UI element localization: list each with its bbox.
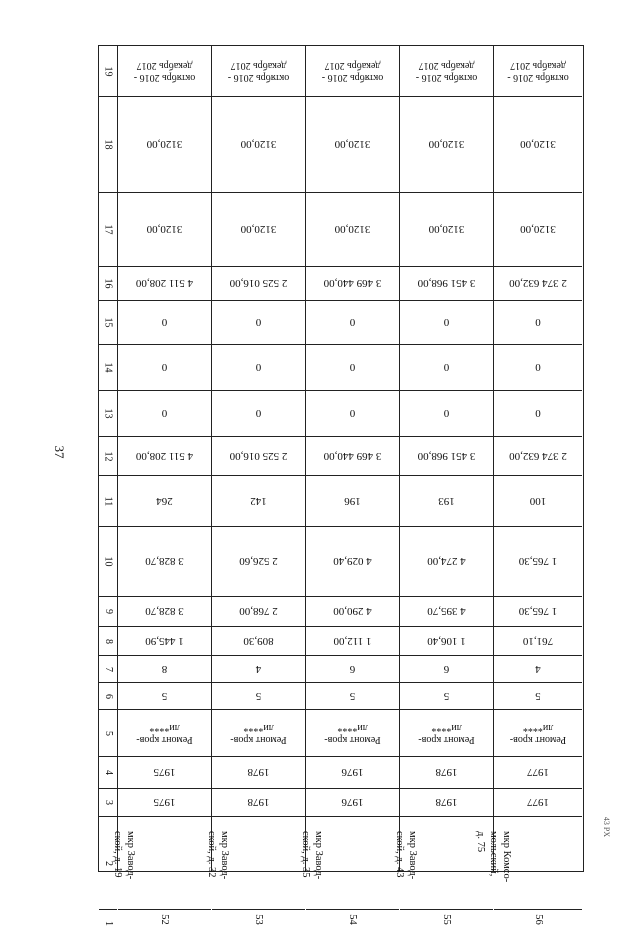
cell-residents: [306, 476, 399, 527]
cell-value: 142: [250, 495, 267, 507]
cell-cost-owners: [494, 267, 582, 301]
cell-value: 1978: [247, 796, 270, 809]
cell-value: 1 106,40: [427, 635, 466, 647]
cell-year-commissioned: [494, 789, 582, 817]
cell-cost-total: [400, 437, 493, 476]
cell-cost-total: [212, 437, 305, 476]
cell-max-unit-cost: [212, 97, 305, 193]
column-number: 6: [102, 693, 114, 699]
cell-value: 6: [443, 663, 450, 675]
cell-value: 2 525 016,00: [229, 277, 288, 290]
cell-cost-fund: [494, 391, 582, 437]
cell-value: Ремонт кров- ли****: [136, 722, 193, 745]
cell-value: 0: [349, 407, 356, 420]
cell-area-living: [400, 527, 493, 597]
cell-value: 1978: [435, 796, 458, 809]
cell-value: 761,10: [522, 635, 554, 647]
cell-cost-owners: [400, 267, 493, 301]
cell-entrances: [400, 656, 493, 683]
footer-mark: 43 PX: [602, 816, 611, 838]
cell-value: мкр Завод- ской, д. 32: [206, 831, 230, 880]
cell-address: [206, 817, 305, 910]
cell-value: [400, 910, 493, 936]
row-number: 54: [347, 914, 358, 925]
column-number-cell: [99, 910, 117, 936]
cell-area-total: [118, 627, 211, 656]
cell-num: [306, 910, 399, 936]
cell-floors: [306, 683, 399, 710]
cell-value: [306, 910, 399, 936]
cell-cost-budget: [306, 345, 399, 391]
cell-value: 3 828,70: [145, 605, 184, 618]
cell-area-living: [212, 527, 305, 597]
cell-floors: [400, 683, 493, 710]
cell-residents: [118, 476, 211, 527]
cell-value: мкр Комсо- мольский, д. 75: [475, 831, 512, 883]
cell-cost-total: [306, 437, 399, 476]
cell-value: Ремонт кров- ли****: [230, 722, 287, 745]
cell-cost-budget: [212, 345, 305, 391]
cell-value: 0: [443, 407, 450, 420]
cell-value: 1977: [527, 766, 549, 779]
cell-cost-local: [118, 301, 211, 345]
cell-value: [118, 910, 211, 936]
cell-value: октябрь 2016 - декабрь 2017: [133, 60, 196, 83]
column-number: 3: [102, 800, 114, 805]
cell-value: 4 395,70: [427, 605, 466, 618]
cell-value: 3 469 440,00: [323, 450, 382, 462]
cell-value: 3120,00: [334, 138, 371, 151]
cell-value: 1975: [153, 796, 176, 809]
column-number-cell: [99, 789, 117, 817]
column-number-cell: [99, 476, 117, 527]
cell-year-commissioned: [212, 789, 305, 817]
cell-area-total: [306, 627, 399, 656]
cell-entrances: [306, 656, 399, 683]
table-record: [475, 46, 582, 925]
cell-value: 3120,00: [240, 223, 277, 236]
cell-value: 3120,00: [428, 138, 465, 151]
cell-cost-budget: [494, 345, 582, 391]
cell-value: 5: [443, 690, 450, 702]
column-number-cell: [99, 527, 117, 597]
cell-cost-local: [494, 301, 582, 345]
header-column: [99, 46, 118, 926]
cell-value: 4 511 208,00: [135, 277, 194, 290]
cell-work-type: [212, 710, 305, 757]
cell-num: [494, 910, 582, 936]
cell-unit-cost: [212, 193, 305, 267]
cell-cost-total: [118, 437, 211, 476]
cell-value: 3120,00: [334, 223, 371, 236]
cell-value: 1978: [435, 766, 458, 779]
cell-unit-cost: [306, 193, 399, 267]
cell-value: Ремонт кров- ли****: [324, 722, 381, 745]
cell-work-type: [400, 710, 493, 757]
cell-value: 8: [161, 663, 168, 675]
cell-value: 4: [535, 663, 541, 675]
cell-value: 193: [438, 495, 455, 507]
cell-cost-local: [400, 301, 493, 345]
cell-work-type: [118, 710, 211, 757]
cell-value: 1975: [153, 766, 176, 779]
cell-value: 3 451 968,00: [417, 277, 476, 290]
cell-area-premises: [400, 597, 493, 627]
column-number-cell: [99, 193, 117, 267]
cell-value: 1 445,90: [145, 635, 184, 647]
cell-area-total: [212, 627, 305, 656]
cell-cost-owners: [212, 267, 305, 301]
cell-value: Ремонт кров- ли****: [418, 722, 475, 745]
cell-value: 4 274,00: [427, 555, 466, 568]
column-number-cell: [99, 46, 117, 97]
page-number: 37: [52, 445, 67, 459]
column-number: 19: [102, 66, 114, 76]
cell-value: 5: [255, 690, 262, 702]
cell-residents: [400, 476, 493, 527]
cell-entrances: [118, 656, 211, 683]
cell-area-total: [400, 627, 493, 656]
cell-work-type: [306, 710, 399, 757]
cell-work-type: [494, 710, 582, 757]
cell-cost-fund: [306, 391, 399, 437]
cell-max-unit-cost: [118, 97, 211, 193]
cell-value: 196: [344, 495, 361, 507]
cell-value: 3120,00: [520, 138, 556, 151]
column-number: 8: [102, 638, 114, 644]
cell-area-living: [494, 527, 582, 597]
cell-value: 4 511 208,00: [135, 450, 194, 462]
cell-num: [212, 910, 305, 936]
cell-unit-cost: [494, 193, 582, 267]
cell-cost-budget: [400, 345, 493, 391]
cell-value: 0: [255, 407, 262, 420]
cell-address: [300, 817, 399, 910]
cell-value: мкр Завод- ской, д. 35: [300, 831, 324, 880]
cell-value: 0: [255, 361, 262, 374]
column-number: 1: [102, 920, 114, 926]
column-number-cell: [99, 267, 117, 301]
cell-cost-fund: [212, 391, 305, 437]
column-number-cell: [99, 97, 117, 193]
column-number: 17: [102, 224, 114, 235]
cell-value: 1977: [527, 796, 549, 809]
column-number-cell: [99, 345, 117, 391]
cell-value: 3 828,70: [145, 555, 184, 568]
cell-value: 264: [156, 495, 173, 507]
cell-year-commissioned: [306, 789, 399, 817]
cell-value: 0: [443, 361, 450, 374]
cell-period: [118, 46, 211, 97]
cell-period: [306, 46, 399, 97]
cell-value: 4 290,00: [333, 605, 372, 618]
column-number-cell: [99, 627, 117, 656]
cell-year-built: [306, 757, 399, 789]
cell-residents: [212, 476, 305, 527]
cell-max-unit-cost: [494, 97, 582, 193]
column-number-cell: [99, 656, 117, 683]
cell-value: 0: [161, 316, 168, 329]
cell-value: [494, 910, 582, 936]
column-number-cell: [99, 597, 117, 627]
cell-value: 1 112,00: [333, 635, 372, 647]
cell-cost-owners: [306, 267, 399, 301]
column-number: 13: [102, 408, 114, 419]
cell-value: 3 469 440,00: [323, 277, 382, 290]
row-number: 53: [253, 914, 264, 925]
cell-value: 3120,00: [146, 138, 183, 151]
cell-max-unit-cost: [306, 97, 399, 193]
cell-value: 3120,00: [520, 223, 556, 236]
cell-entrances: [494, 656, 582, 683]
cell-value: 5: [161, 690, 168, 702]
cell-value: мкр Завод- ской, д. 19: [112, 831, 136, 880]
cell-year-built: [118, 757, 211, 789]
cell-unit-cost: [400, 193, 493, 267]
column-number-cell: [99, 391, 117, 437]
cell-value: 3120,00: [146, 223, 183, 236]
column-number: 11: [102, 496, 114, 506]
cell-cost-budget: [118, 345, 211, 391]
cell-period: [494, 46, 582, 97]
cell-cost-local: [306, 301, 399, 345]
cell-area-premises: [212, 597, 305, 627]
cell-area-living: [118, 527, 211, 597]
cell-unit-cost: [118, 193, 211, 267]
column-number-cell: [99, 683, 117, 710]
cell-value: октябрь 2016 - декабрь 2017: [415, 60, 478, 83]
column-number: 7: [102, 666, 114, 672]
column-number-cell: [99, 301, 117, 345]
cell-value: 3120,00: [428, 223, 465, 236]
cell-address: [112, 817, 211, 910]
cell-period: [400, 46, 493, 97]
cell-value: [212, 910, 305, 936]
cell-cost-fund: [400, 391, 493, 437]
cell-value: 809,30: [243, 635, 274, 647]
cell-value: мкр Завод- ской, д. 43: [394, 831, 418, 880]
cell-value: 6: [349, 663, 356, 675]
cell-year-built: [400, 757, 493, 789]
cell-area-living: [306, 527, 399, 597]
row-number: 56: [532, 914, 544, 925]
cell-value: 100: [529, 495, 547, 507]
cell-value: 2 526,60: [239, 555, 278, 568]
column-number: 9: [102, 609, 114, 614]
cell-value: 1 765,30: [518, 605, 558, 618]
cell-value: 0: [161, 361, 168, 374]
cell-value: октябрь 2016 - декабрь 2017: [227, 60, 290, 83]
column-number: 16: [102, 278, 114, 289]
column-number-cell: [99, 757, 117, 789]
cell-area-premises: [118, 597, 211, 627]
cell-value: 0: [161, 407, 168, 420]
cell-period: [212, 46, 305, 97]
column-number: 14: [102, 362, 114, 373]
cell-value: 0: [535, 361, 541, 374]
table-record: [300, 46, 400, 925]
cell-value: 0: [535, 316, 541, 329]
cell-value: 0: [349, 361, 356, 374]
cell-floors: [494, 683, 582, 710]
column-number: 4: [102, 770, 114, 775]
cell-num: [400, 910, 493, 936]
cell-value: 1976: [341, 766, 364, 779]
cell-value: 1 765,30: [518, 555, 558, 568]
cell-value: 0: [535, 407, 541, 420]
cell-value: 5: [349, 690, 356, 702]
cell-value: 1978: [247, 766, 270, 779]
cell-value: 4: [255, 663, 262, 675]
column-number-cell: [99, 437, 117, 476]
cell-value: 5: [535, 690, 541, 702]
cell-value: 3120,00: [240, 138, 277, 151]
cell-cost-fund: [118, 391, 211, 437]
row-number: 52: [159, 914, 170, 925]
cell-value: октябрь 2016 - декабрь 2017: [321, 60, 384, 83]
cell-value: 1976: [341, 796, 364, 809]
table-record: [206, 46, 306, 925]
column-number: 15: [102, 317, 114, 328]
cell-value: 3 451 968,00: [417, 450, 476, 462]
cell-value: 2 374 632,00: [509, 450, 567, 462]
cell-value: 0: [255, 316, 262, 329]
table-record: [112, 46, 212, 925]
cell-year-built: [494, 757, 582, 789]
cell-address: [475, 817, 582, 910]
cell-max-unit-cost: [400, 97, 493, 193]
cell-value: 0: [443, 316, 450, 329]
cell-year-commissioned: [400, 789, 493, 817]
column-number: 12: [102, 451, 114, 461]
cell-entrances: [212, 656, 305, 683]
cell-cost-total: [494, 437, 582, 476]
column-number: 10: [102, 556, 114, 567]
cell-value: 2 525 016,00: [229, 450, 288, 462]
cell-floors: [118, 683, 211, 710]
column-number-cell: [99, 710, 117, 757]
column-number: 5: [102, 730, 114, 736]
cell-area-premises: [494, 597, 582, 627]
cell-num: [118, 910, 211, 936]
column-number: 18: [102, 139, 114, 150]
cell-value: 0: [349, 316, 356, 329]
cell-value: октябрь 2016 - декабрь 2017: [507, 60, 569, 83]
data-table: [98, 45, 584, 926]
cell-area-total: [494, 627, 582, 656]
cell-year-commissioned: [118, 789, 211, 817]
cell-value: 4 029,40: [333, 555, 372, 568]
cell-cost-owners: [118, 267, 211, 301]
column-number: 2: [102, 860, 114, 866]
row-number: 55: [441, 914, 452, 925]
cell-value: Ремонт кров- ли****: [509, 722, 567, 745]
cell-year-built: [212, 757, 305, 789]
cell-area-premises: [306, 597, 399, 627]
cell-cost-local: [212, 301, 305, 345]
cell-residents: [494, 476, 582, 527]
cell-floors: [212, 683, 305, 710]
cell-value: 2 374 632,00: [509, 277, 567, 290]
cell-value: 2 768,00: [239, 605, 278, 618]
